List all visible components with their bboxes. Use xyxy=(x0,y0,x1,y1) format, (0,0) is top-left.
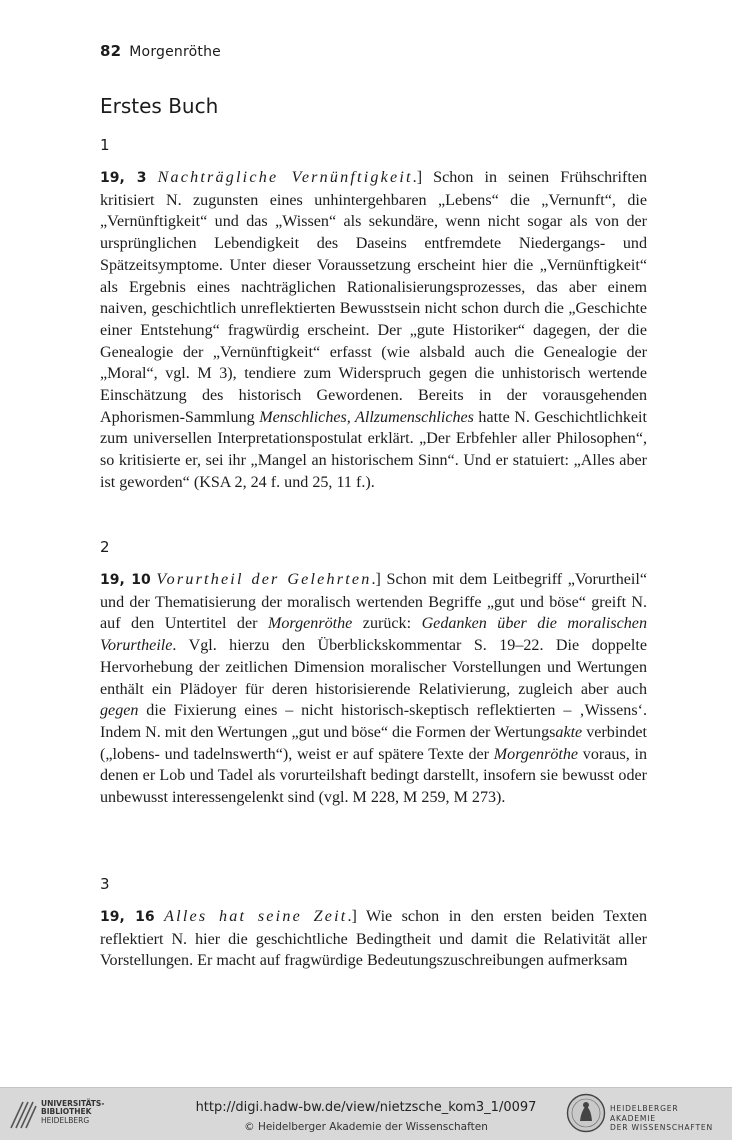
chapter-title: Erstes Buch xyxy=(100,94,219,118)
logo-line: BIBLIOTHEK xyxy=(41,1107,92,1117)
source-url-link[interactable]: http://digi.hadw-bw.de/view/nietzsche_kom3_1/0097 xyxy=(195,1100,537,1115)
entry-italic: Morgenröthe xyxy=(267,615,353,633)
copyright-notice: © Heidelberger Akademie der Wissenschaften xyxy=(244,1121,488,1133)
lemma: Vorurtheil der Gelehrten xyxy=(156,571,372,588)
entry-italic: Menschliches, Allzumenschliches xyxy=(259,408,474,426)
section-number-2: 2 xyxy=(100,538,110,556)
entry-text: . Vgl. hierzu den Überblickskommentar S. 19–22. Die doppelte Hervorhebung der zeitlichen Dimension moralischer Vorstellungen und Wertungen enthält ein Plädoyer für deren historisierende Relativierung, zugleich aber auch xyxy=(100,637,647,698)
logo-line: HEIDELBERGER AKADEMIE xyxy=(610,1104,679,1123)
logo-line: DER WISSENSCHAFTEN xyxy=(610,1123,713,1132)
section-number-3: 3 xyxy=(100,875,110,893)
entry-text: voraus, in denen er Lob und Tadel als vorurteilshaft bedingt darstellt, insofern sie bewusst oder unbewusst interessengelenkt sind (vgl. M 228, M 259, M 273). xyxy=(100,745,647,807)
lemma: Alles hat seine Zeit xyxy=(164,908,348,925)
entry-text: hatte N. Geschichtlichkeit zum universellen Interpretationspostulat erklärt. „Der Erbfehler aller Philosophen“, so kritisierte er, sei ihr „Mangel an historischem Sinn“. Und er statuiert: „Alles aber ist geworden“ (KSA 2, 24 f. und 25, 11 f.). xyxy=(100,408,648,491)
footer-bar xyxy=(0,1087,732,1140)
entry-text: Schon mit dem Leitbegriff „Vorurtheil“ und der Thematisierung der moralisch wertenden Begriffe „gut und böse“ greift N. auf den Untertitel der xyxy=(100,571,648,633)
line-reference: 19, 16 xyxy=(100,909,155,925)
lemma-bracket: .] xyxy=(347,908,357,925)
logo-line: UNIVERSITÄTS- xyxy=(41,1099,105,1108)
page-number: 82 xyxy=(100,42,122,60)
lemma: Nachträgliche Vernünftigkeit xyxy=(157,169,413,186)
commentary-entry-3 xyxy=(100,906,647,972)
entry-text: Wie schon in den ersten beiden Texten reflektiert N. hier die geschichtliche Bedingtheit und damit die Relativität aller Vorstellungen. Er macht auf fragwürdige Bedeutungszuschreibungen aufmerksam xyxy=(100,908,647,970)
academy-logo-text xyxy=(610,1104,726,1133)
entry-italic: gegen xyxy=(100,702,139,720)
entry-text: zurück: xyxy=(352,615,422,633)
running-head xyxy=(100,42,221,60)
academy-logo[interactable] xyxy=(566,1093,726,1135)
entry-text: Schon in seinen Frühschriften kritisiert N. zugunsten eines unhintergehbaren „Lebens“ die „Vernunft“, die „Vernünftigkeit“ und das „Wissen“ als sekundäre, wenn nicht sogar als von der ursprünglichen Lebendigkeit des Daseins entfremdete Niedergangs- und Spätzeitsymptome. Unter dieser Voraussetzung erscheint hier die „Vernünftigkeit“ als Ergebnis eines nachträglichen Rationalisierungsprozesses, das aber einem naiven, geschichtlich unreflektierten Bewusstsein nicht schon durch die „Geschichte einer Entstehung“ fragwürdig erscheint. Der „gute Historiker“ dagegen, der die Genealogie der „Vernünftigkeit“ erfasst (wie alsbald auch die Genealogie der „Moral“, vgl. M 3), tendiere zum Widerspruch gegen die unhistorisch wertende Einschätzung des historisch Gewordenen. Bereits in der vorausgehenden Aphorismen-Sammlung xyxy=(100,169,648,426)
entry-italic: akte xyxy=(555,723,583,741)
running-title: Morgenröthe xyxy=(129,44,221,60)
entry-italic: Gedanken über die moralischen Vorurtheile xyxy=(100,615,647,655)
entry-text: die Fixierung eines – nicht historisch-skeptisch reflektierten – ‚Wissens‘. Indem N. mit den Wertungen „gut und böse“ die Formen der Wertungs xyxy=(100,702,647,741)
line-reference: 19, 3 xyxy=(100,170,147,186)
line-reference: 19, 10 xyxy=(100,572,151,588)
commentary-entry-2 xyxy=(100,569,647,809)
commentary-entry-1 xyxy=(100,167,647,494)
academy-seal-icon xyxy=(566,1093,606,1133)
lemma-bracket: .] xyxy=(371,571,381,588)
entry-italic: Morgenröthe xyxy=(493,745,579,763)
section-number-1: 1 xyxy=(100,136,110,154)
lemma-bracket: .] xyxy=(412,169,423,186)
logo-line: HEIDELBERG xyxy=(41,1115,90,1125)
entry-text: verbindet („lobens- und tadelnswerth“), weist er auf spätere Texte der xyxy=(100,723,648,763)
